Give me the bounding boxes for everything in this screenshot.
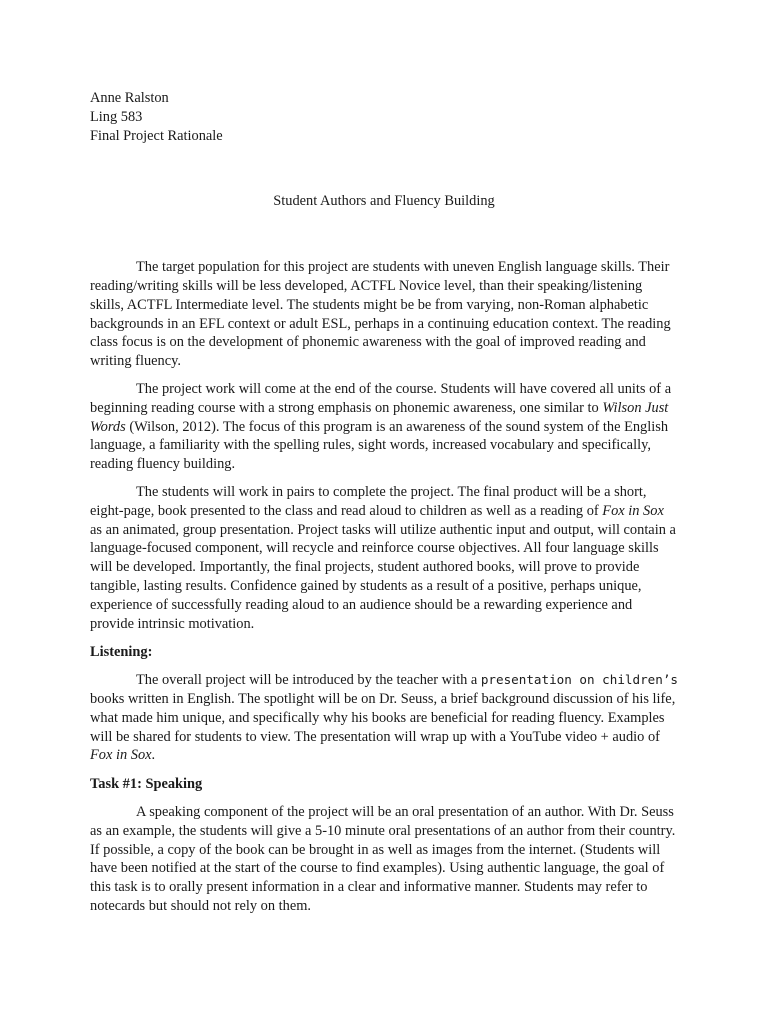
intro-paragraph: The target population for this project are students with uneven English language skills. Their reading/writing skills will be less developed, ACTFL Novice level, than their speaking/listening skills, ACTFL Intermediate level. The students might be be from varying, non-Roman alphabetic backgrounds in an EFL context or adult ESL, perhaps in a continuing education context. The reading class focus is on the development of phonemic awareness with the goal of improved reading and writing fluency. [90,259,671,370]
document-type: Final Project Rationale [90,127,223,144]
text-segment: . [151,747,156,764]
author-name: Anne Ralston [90,90,169,106]
task1-heading: Task #1: Speaking [90,776,203,793]
book-title-italic: Fox in Sox [90,747,152,764]
listening-paragraph [90,671,678,765]
monospace-text-segment: presentation on children’s [480,672,678,688]
listening-heading: Listening: [90,644,153,661]
course-number: Ling 583 [90,108,143,125]
text-segment: (Wilson, 2012). The focus of this program is an awareness of the sound system of the English language, a familiarity with the spelling rules, sight words, increased vocabulary and specifically, reading fluency building. [90,418,669,473]
text-segment: The project work will come at the end of the course. Students will have covered all units of a beginning reading course with a strong emphasis on phonemic awareness, one similar to [90,380,672,416]
task1-paragraph: A speaking component of the project will be an oral presentation of an author. With Dr. Seuss as an example, the students will give a 5-10 minute oral presentations of an author from their country. If possible, a copy of the book can be brought in as well as images from the internet. (Students will have been notified at the start of the course to find examples). Using authentic language, the goal of this task is to orally present information in a clear and informative manner. Students may refer to notecards but should not rely on them. [90,803,676,914]
text-segment: The students will work in pairs to complete the project. The final product will be a short, eight-page, book presented to the class and read aloud to children as well as a reading of [90,483,647,519]
course-context-paragraph [90,380,678,474]
book-title-italic: Fox in Sox [602,502,664,519]
text-segment: books written in English. The spotlight will be on Dr. Seuss, a brief background discussion of his life, what made him unique, and specifically why his books are beneficial for reading fluency. Examples will be shared for students to view. The presentation will wrap up with a YouTube video + audio of [90,690,676,745]
project-description-paragraph [90,483,678,633]
text-segment: as an animated, group presentation. Project tasks will utilize authentic input and output, will contain a language-focused component, will recycle and reinforce course objectives. All four language skills will be developed. Importantly, the final projects, student authored books, will prove to provide tangible, lasting results. Confidence gained by students as a result of a positive, perhaps unique, experience of successfully reading aloud to an audience should be a rewarding experience and provide intrinsic motivation. [90,521,676,632]
text-segment: The overall project will be introduced by the teacher with a [136,672,481,689]
book-title-italic: Wilson Just Words [90,399,669,435]
page-title: Student Authors and Fluency Building [273,193,495,210]
